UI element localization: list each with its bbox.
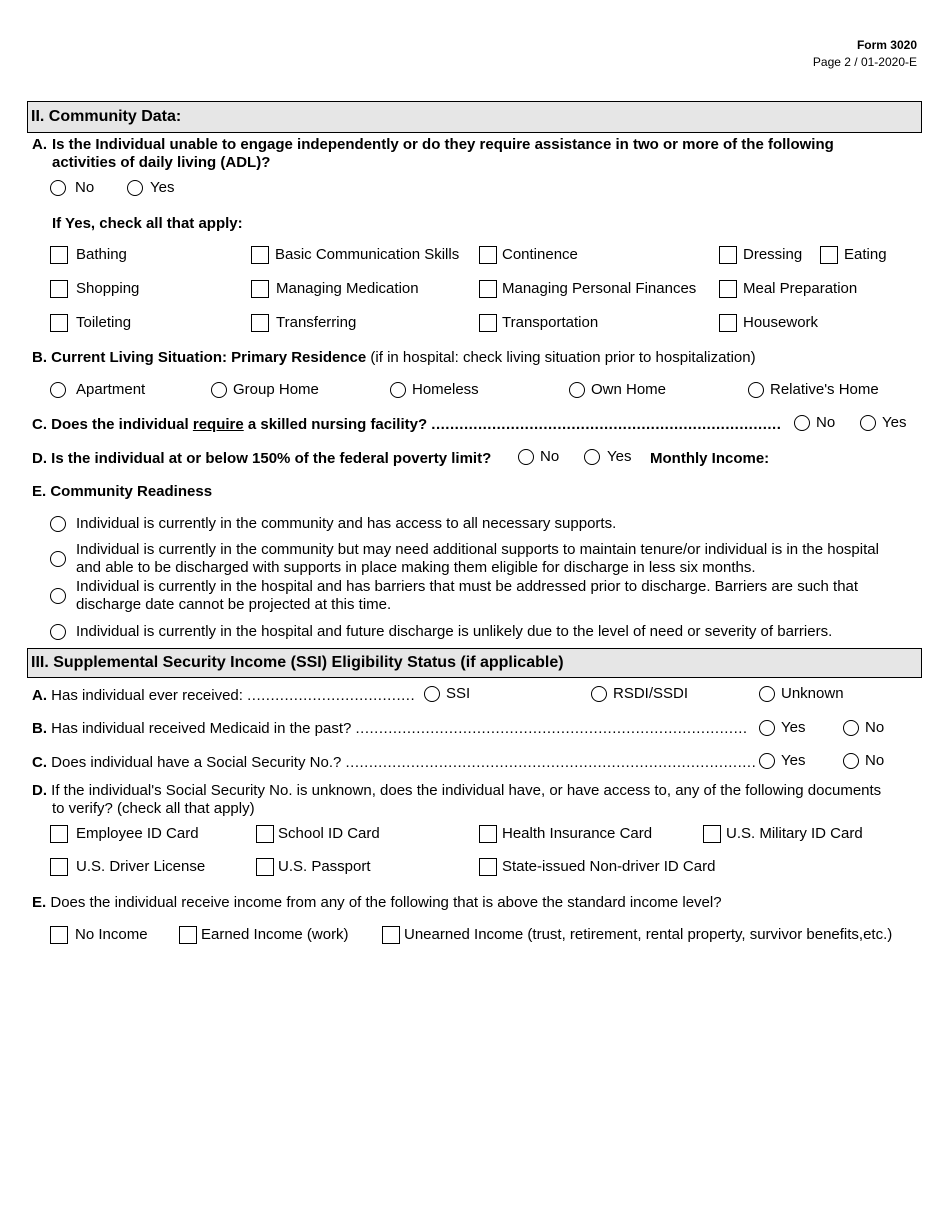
adl-yes-label: Yes <box>150 179 175 196</box>
ssn-yes-radio[interactable] <box>759 753 775 769</box>
ssi-question-b-dots: .................................................................................... <box>355 720 748 737</box>
question-a-letter: A. <box>32 136 47 153</box>
if-yes-instruction: If Yes, check all that apply: <box>52 215 243 232</box>
adl-communication-checkbox[interactable] <box>251 246 269 264</box>
readiness-option-3-radio[interactable] <box>50 588 66 604</box>
received-unknown-label: Unknown <box>781 685 844 702</box>
question-c-post: a skilled nursing facility? <box>247 416 428 433</box>
doc-employee-id-checkbox[interactable] <box>50 825 68 843</box>
form-title: Form 3020 <box>856 38 917 52</box>
question-c-dots: ........................................................................... <box>431 416 782 433</box>
residence-own-home-radio[interactable] <box>569 382 585 398</box>
doc-driver-license-label: U.S. Driver License <box>76 858 206 875</box>
adl-continence-label: Continence <box>502 246 578 263</box>
doc-driver-license-checkbox[interactable] <box>50 858 68 876</box>
doc-military-id-checkbox[interactable] <box>703 825 721 843</box>
poverty-yes-radio[interactable] <box>584 449 600 465</box>
medicaid-yes-radio[interactable] <box>759 720 775 736</box>
ssi-question-e <box>32 894 722 911</box>
question-b-note: (if in hospital: check living situation prior to hospitalization) <box>370 349 756 366</box>
income-earned-label: Earned Income (work) <box>201 926 349 943</box>
question-b-text: Current Living Situation: Primary Residence <box>51 349 367 366</box>
ssi-question-c-text: Does individual have a Social Security No.? <box>51 754 342 771</box>
ssi-question-a-text: Has individual ever received: <box>51 687 243 704</box>
ssi-question-a-dots: .................................... <box>247 687 416 704</box>
ssi-question-c-letter: C. <box>32 754 47 771</box>
income-unearned-label: Unearned Income (trust, retirement, rental property, survivor benefits,etc.) <box>404 926 893 943</box>
adl-yes-radio[interactable] <box>127 180 143 196</box>
poverty-no-label: No <box>540 448 560 465</box>
received-ssi-label: SSI <box>446 685 471 702</box>
medicaid-yes-label: Yes <box>781 719 806 736</box>
doc-state-id-label: State-issued Non-driver ID Card <box>502 858 716 875</box>
received-ssi-radio[interactable] <box>424 686 440 702</box>
poverty-no-radio[interactable] <box>518 449 534 465</box>
ssn-yes-label: Yes <box>781 752 806 769</box>
question-d <box>32 450 491 467</box>
ssn-no-label: No <box>865 752 885 769</box>
adl-transportation-checkbox[interactable] <box>479 314 497 332</box>
medicaid-no-label: No <box>865 719 885 736</box>
ssi-question-d-letter: D. <box>32 782 47 799</box>
residence-apartment-radio[interactable] <box>50 382 66 398</box>
section-2-header: II. Community Data: <box>27 101 922 133</box>
readiness-option-2-radio[interactable] <box>50 551 66 567</box>
adl-housework-checkbox[interactable] <box>719 314 737 332</box>
residence-relatives-home-label: Relative's Home <box>770 381 879 398</box>
monthly-income-label: Monthly Income: <box>650 450 770 467</box>
adl-continence-checkbox[interactable] <box>479 246 497 264</box>
adl-dressing-label: Dressing <box>743 246 803 263</box>
income-none-label: No Income <box>75 926 148 943</box>
adl-meal-label: Meal Preparation <box>743 280 858 297</box>
question-c-underlined: require <box>192 416 244 433</box>
residence-own-home-label: Own Home <box>591 381 667 398</box>
readiness-option-2-label: Individual is currently in the community but may need additional supports to maintain tenure/or individual is in the hospital <box>76 541 879 558</box>
adl-bathing-checkbox[interactable] <box>50 246 68 264</box>
doc-employee-id-label: Employee ID Card <box>76 825 199 842</box>
snf-no-radio[interactable] <box>794 415 810 431</box>
question-c-pre: Does the individual <box>51 416 189 433</box>
readiness-option-1-label: Individual is currently in the community and has access to all necessary supports. <box>76 515 617 532</box>
adl-medication-checkbox[interactable] <box>251 280 269 298</box>
adl-communication-label: Basic Communication Skills <box>275 246 460 263</box>
question-b <box>32 349 756 366</box>
readiness-option-3-label: Individual is currently in the hospital and has barriers that must be addressed prior to discharge. Barriers are such that <box>76 578 859 595</box>
readiness-option-4-radio[interactable] <box>50 624 66 640</box>
question-e-title: E. Community Readiness <box>32 483 213 500</box>
received-rsdi-label: RSDI/SSDI <box>613 685 689 702</box>
section-3-header: III. Supplemental Security Income (SSI) Eligibility Status (if applicable) <box>27 648 922 678</box>
adl-transferring-label: Transferring <box>276 314 357 331</box>
readiness-option-2-label-cont: and able to be discharged with supports in place making them eligible for discharge in less six months. <box>76 559 756 576</box>
ssi-question-e-text: Does the individual receive income from any of the following that is above the standard income level? <box>50 894 722 911</box>
doc-health-insurance-label: Health Insurance Card <box>502 825 653 842</box>
adl-no-radio[interactable] <box>50 180 66 196</box>
doc-passport-label: U.S. Passport <box>278 858 371 875</box>
question-c-letter: C. <box>32 416 47 433</box>
ssi-question-d-text: If the individual's Social Security No. is unknown, does the individual have, or have access to, any of the following documents <box>51 782 882 799</box>
snf-no-label: No <box>816 414 836 431</box>
doc-state-id-checkbox[interactable] <box>479 858 497 876</box>
income-none-checkbox[interactable] <box>50 926 68 944</box>
doc-military-id-label: U.S. Military ID Card <box>726 825 863 842</box>
adl-toileting-label: Toileting <box>76 314 132 331</box>
ssi-question-b <box>32 720 748 737</box>
ssi-question-e-letter: E. <box>32 894 47 911</box>
ssi-question-b-letter: B. <box>32 720 47 737</box>
ssi-question-a <box>32 687 415 704</box>
readiness-option-1-radio[interactable] <box>50 516 66 532</box>
ssi-question-c-dots: ........................................................................................ <box>345 754 757 771</box>
residence-group-home-radio[interactable] <box>211 382 227 398</box>
adl-bathing-label: Bathing <box>76 246 127 263</box>
ssi-question-c <box>32 754 756 771</box>
adl-eating-label: Eating <box>844 246 887 263</box>
ssi-question-d-text-cont: to verify? (check all that apply) <box>52 800 255 817</box>
readiness-option-3-label-cont: discharge date cannot be projected at this time. <box>76 596 392 613</box>
poverty-yes-label: Yes <box>607 448 632 465</box>
ssi-question-b-text: Has individual received Medicaid in the past? <box>51 720 352 737</box>
income-earned-checkbox[interactable] <box>179 926 197 944</box>
adl-shopping-checkbox[interactable] <box>50 280 68 298</box>
question-b-letter: B. <box>32 349 47 366</box>
adl-toileting-checkbox[interactable] <box>50 314 68 332</box>
residence-apartment-label: Apartment <box>76 381 146 398</box>
adl-meal-checkbox[interactable] <box>719 280 737 298</box>
question-a-text-cont: activities of daily living (ADL)? <box>52 154 271 171</box>
ssn-no-radio[interactable] <box>843 753 859 769</box>
adl-no-label: No <box>75 179 95 196</box>
adl-housework-label: Housework <box>743 314 819 331</box>
doc-school-id-label: School ID Card <box>278 825 380 842</box>
doc-health-insurance-checkbox[interactable] <box>479 825 497 843</box>
income-unearned-checkbox[interactable] <box>382 926 400 944</box>
adl-eating-checkbox[interactable] <box>820 246 838 264</box>
doc-passport-checkbox[interactable] <box>256 858 274 876</box>
question-c <box>32 416 781 433</box>
doc-school-id-checkbox[interactable] <box>256 825 274 843</box>
question-a-text: Is the Individual unable to engage independently or do they require assistance in two or more of the following <box>52 136 834 153</box>
ssi-question-a-letter: A. <box>32 687 47 704</box>
adl-transportation-label: Transportation <box>502 314 599 331</box>
residence-homeless-radio[interactable] <box>390 382 406 398</box>
residence-homeless-label: Homeless <box>412 381 479 398</box>
snf-yes-label: Yes <box>882 414 907 431</box>
adl-shopping-label: Shopping <box>76 280 140 297</box>
residence-relatives-home-radio[interactable] <box>748 382 764 398</box>
snf-yes-radio[interactable] <box>860 415 876 431</box>
ssi-question-d <box>32 782 881 799</box>
adl-medication-label: Managing Medication <box>276 280 419 297</box>
adl-transferring-checkbox[interactable] <box>251 314 269 332</box>
adl-finances-checkbox[interactable] <box>479 280 497 298</box>
adl-finances-label: Managing Personal Finances <box>502 280 697 297</box>
question-d-letter: D. <box>32 450 47 467</box>
adl-dressing-checkbox[interactable] <box>719 246 737 264</box>
question-d-text: Is the individual at or below 150% of the federal poverty limit? <box>51 450 492 467</box>
received-rsdi-radio[interactable] <box>591 686 607 702</box>
medicaid-no-radio[interactable] <box>843 720 859 736</box>
received-unknown-radio[interactable] <box>759 686 775 702</box>
readiness-option-4-label: Individual is currently in the hospital and future discharge is unlikely due to the level of need or severity of barriers. <box>76 623 833 640</box>
residence-group-home-label: Group Home <box>233 381 319 398</box>
page-reference: Page 2 / 01-2020-E <box>812 55 917 69</box>
